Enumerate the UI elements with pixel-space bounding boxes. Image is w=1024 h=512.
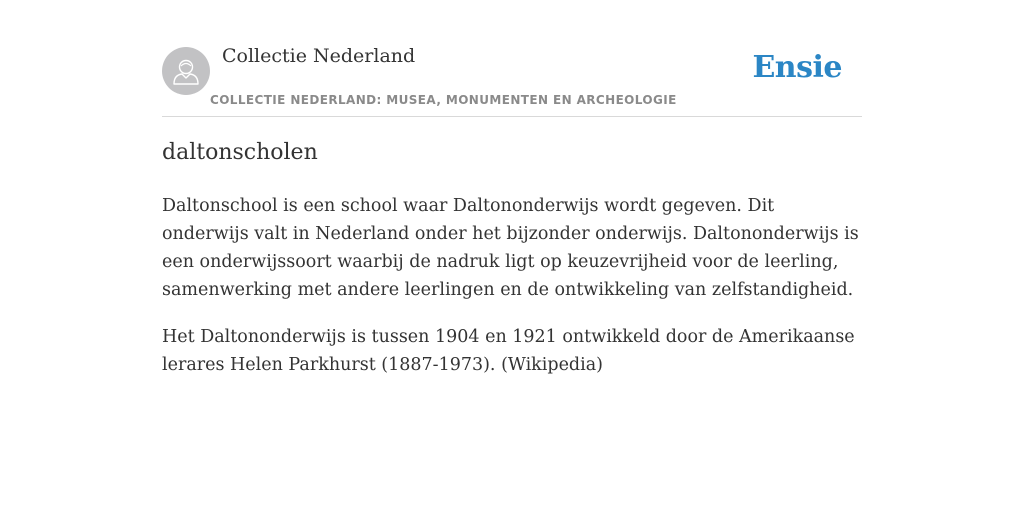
collection-subtitle[interactable]: COLLECTIE NEDERLAND: MUSEA, MONUMENTEN EN ARCHEOLOGIE (210, 93, 677, 107)
user-placeholder-icon[interactable] (162, 47, 210, 95)
author-name[interactable]: Collectie Nederland (222, 45, 416, 67)
description-paragraph: Het Daltononderwijs is tussen 1904 en 1921 ontwikkeld door de Amerikaanse lerares Helen Parkhurst (1887-1973). (Wikipedia) (162, 327, 855, 375)
entry-header (162, 0, 862, 117)
ensie-logo[interactable]: Ensie (752, 50, 842, 85)
description-paragraph: Daltonschool is een school waar Daltononderwijs wordt gegeven. Dit onderwijs valt in Nederland onder het bijzonder onderwijs. Daltononderwijs is een onderwijssoort waarbij de nadruk ligt op keuzevrijheid voor de leerling, samenwerking met andere leerlingen en de ontwikkeling van zelfstandigheid. (162, 196, 859, 300)
entry-card (162, 0, 862, 512)
entry-term-title: daltonscholen (162, 140, 318, 165)
entry-description (162, 192, 862, 398)
